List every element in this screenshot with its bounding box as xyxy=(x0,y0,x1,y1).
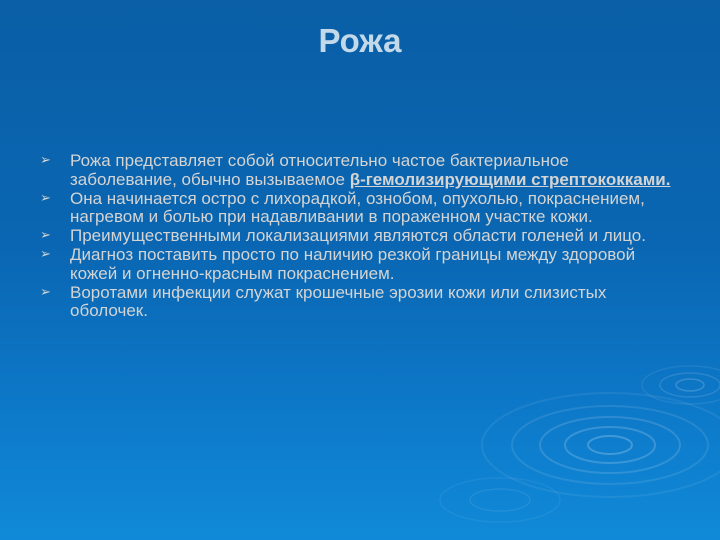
bullet-text: Преимущественными локализациями являются области голеней и лицо. xyxy=(70,226,646,246)
bullet-text: Диагноз поставить просто по наличию резкой границы между здоровой кожей и огненно-красным покраснением. xyxy=(70,245,636,283)
bullet-item xyxy=(40,227,680,246)
arrow-bullet-icon: ➢ xyxy=(40,228,51,244)
arrow-bullet-icon: ➢ xyxy=(40,190,51,206)
emphasis-text: β-гемолизирующими стрептококками. xyxy=(349,169,671,189)
arrow-bullet-icon: ➢ xyxy=(40,153,51,168)
bullet-text: Воротами инфекции служат крошечные эрозии кожи или слизистых оболочек. xyxy=(70,282,607,321)
bullet-text: Рожа представляет собой относительно частое бактериальное заболевание, обычно вызываемое xyxy=(70,151,569,189)
bullet-text: Она начинается остро с лихорадкой, ознобом, опухолью, покраснением, нагревом и болью при надавливании в пораженном участке кожи. xyxy=(70,188,645,227)
arrow-bullet-icon: ➢ xyxy=(40,247,51,263)
bullet-item xyxy=(40,152,680,189)
bullet-list xyxy=(40,152,680,321)
arrow-bullet-icon: ➢ xyxy=(40,284,51,300)
bullet-item xyxy=(40,190,680,227)
bullet-item xyxy=(40,284,680,321)
bullet-item xyxy=(40,246,680,283)
slide-title: Рожа xyxy=(318,22,402,59)
